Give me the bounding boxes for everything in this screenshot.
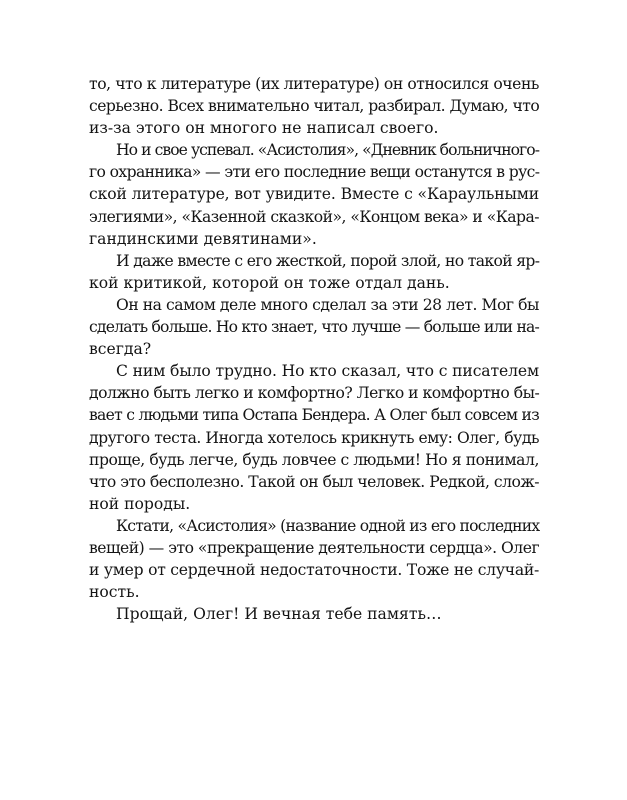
text-line: кой критикой, которой он тоже отдал дань.	[89, 273, 450, 292]
text-line: ность.	[89, 583, 140, 602]
text-line: ской литературе, вот увидите. Вместе с «Караульными	[89, 185, 539, 204]
text-line: ной породы.	[89, 494, 191, 513]
text-line: всегда?	[89, 340, 152, 359]
text-line: то, что к литературе (их литературе) он относился очень	[89, 75, 539, 93]
text-line: С ним было трудно. Но кто сказал, что с писателем	[116, 362, 539, 381]
text-line: должно быть легко и комфортно? Легко и комфортно бы-	[89, 384, 540, 403]
text-line: Кстати, «Асистолия» (название одной из его последних	[116, 516, 540, 535]
text-line: Прощай, Олег! И вечная тебе память…	[116, 605, 442, 624]
text-line: Он на самом деле много сделал за эти 28 лет. Мог бы	[116, 295, 539, 314]
body-text	[89, 73, 539, 625]
text-line: гандинскими девятинами».	[89, 229, 317, 248]
text-line: элегиями», «Казенной сказкой», «Концом века» и «Кара-	[89, 207, 539, 226]
text-line: сделать больше. Но кто знает, что лучше — больше или на-	[89, 318, 539, 337]
text-line: И даже вместе с его жесткой, порой злой, но такой яр-	[116, 251, 540, 270]
text-line: проще, будь легче, будь ловчее с людьми! Но я понимал,	[89, 450, 539, 469]
text-line: из-за этого он многого не написал своего.	[89, 119, 439, 138]
text-line: вещей) — это «прекращение деятельности сердца». Олег	[89, 538, 540, 557]
paragraph	[89, 139, 539, 249]
paragraph	[89, 73, 539, 139]
paragraph	[89, 250, 539, 294]
paragraph	[89, 603, 539, 625]
paragraph	[89, 360, 539, 515]
text-line: что это бесполезно. Такой он был человек. Редкой, слож-	[89, 472, 539, 491]
paragraph	[89, 515, 539, 603]
text-line: другого теста. Иногда хотелось крикнуть ему: Олег, будь	[89, 428, 540, 447]
paragraph	[89, 294, 539, 360]
text-line: Но и свое успевал. «Асистолия», «Дневник больничного-	[116, 141, 539, 160]
text-line: и умер от сердечной недостаточности. Тоже не случай-	[89, 561, 540, 580]
text-line: вает с людьми типа Остапа Бендера. А Олег был совсем из	[89, 406, 539, 425]
text-line: серьезно. Всех внимательно читал, разбирал. Думаю, что	[89, 97, 540, 116]
text-line: го охранника» — эти его последние вещи останутся в рус-	[89, 163, 540, 182]
